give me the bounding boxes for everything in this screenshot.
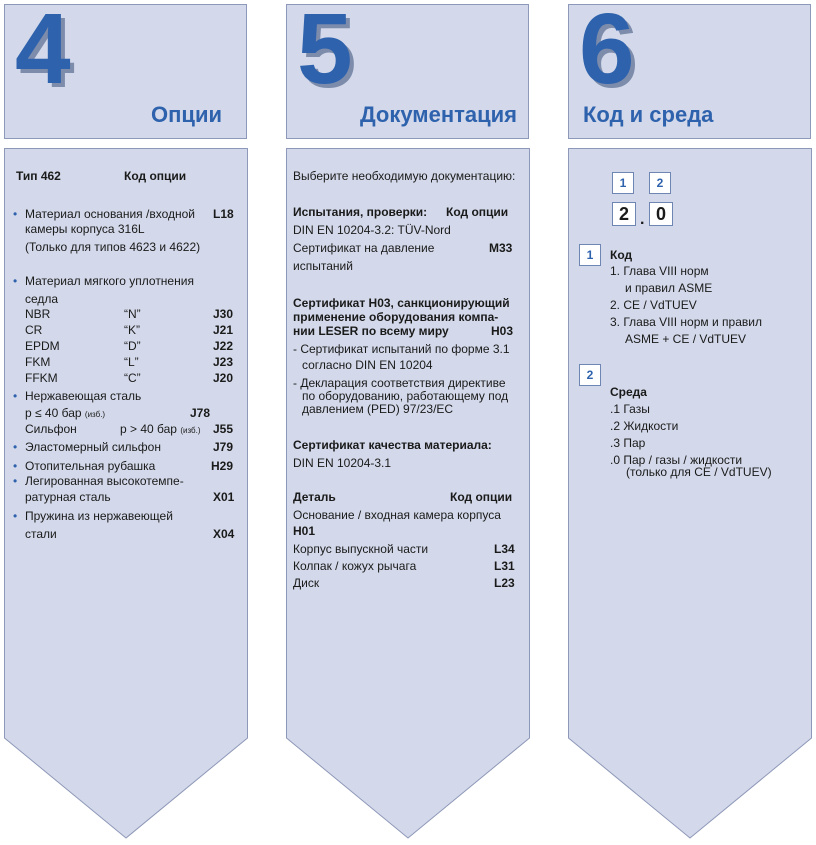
elastomer-code: J79 <box>213 440 234 454</box>
section-header-documentation <box>286 0 529 139</box>
part-row2: Корпус выпускной части <box>293 542 429 556</box>
part-row1-code: H01 <box>293 524 316 538</box>
tests-line3: испытаний <box>293 259 353 273</box>
part-row1: Основание / входная камера корпуса <box>293 508 501 522</box>
seal-code: J21 <box>213 323 234 337</box>
heating-code: H29 <box>211 459 234 473</box>
bullet-icon: • <box>13 474 18 488</box>
h03-item1-line2: согласно DIN EN 10204 <box>302 358 433 372</box>
section-title: Опции <box>151 102 222 127</box>
documentation-panel <box>286 148 532 841</box>
medium-value-box: 0 <box>649 202 673 226</box>
seal-letter: “C” <box>124 371 141 385</box>
tests-line2-code: M33 <box>489 241 513 255</box>
code-item: 1. Глава VIII норм <box>610 264 709 278</box>
bullet-icon: • <box>13 459 18 473</box>
seal-code: J20 <box>213 371 234 385</box>
section-title: Документация <box>359 102 517 127</box>
alloy-line2: ратурная сталь <box>25 490 111 504</box>
seal-material-line2: седла <box>25 292 59 306</box>
part-code-label: Код опции <box>450 490 513 504</box>
medium-section-marker: 2 <box>579 364 601 386</box>
stainless-line2-code: J78 <box>190 406 211 420</box>
code-digit-label: 1 <box>612 172 634 194</box>
tests-line2: Сертификат на давление <box>293 241 435 255</box>
heating-label: Отопительная рубашка <box>25 459 156 473</box>
section-number: 5 <box>297 0 353 105</box>
bullet-icon: • <box>13 274 18 288</box>
base-material-code: L18 <box>213 207 234 221</box>
part-row4: Диск <box>293 576 320 590</box>
code-medium-panel <box>568 148 814 841</box>
bullet-icon: • <box>13 440 18 454</box>
options-panel <box>4 148 250 841</box>
section-header-code-medium <box>568 0 811 139</box>
type-label: Тип 462 <box>16 169 61 183</box>
medium-heading: Среда <box>610 385 647 399</box>
section-number: 4 <box>15 0 71 105</box>
seal-name: CR <box>25 323 43 337</box>
h03-line2: применение оборудования компа- <box>293 310 499 324</box>
stainless-line3a: Сильфон <box>25 422 77 436</box>
medium-item: .3 Пар <box>610 436 646 450</box>
part-row4-code: L23 <box>494 576 515 590</box>
tests-code-label: Код опции <box>446 205 509 219</box>
medium-item: .2 Жидкости <box>610 419 679 433</box>
bullet-icon: • <box>13 207 18 221</box>
bullet-icon: • <box>13 509 18 523</box>
h03-line3: нии LESER по всему миру <box>293 324 449 338</box>
seal-letter: “N” <box>124 307 141 321</box>
alloy-line1: Легированная высокотемпе- <box>25 474 184 488</box>
code-heading: Код <box>610 248 633 262</box>
stainless-line1: Нержавеющая сталь <box>25 389 142 403</box>
seal-code: J23 <box>213 355 234 369</box>
h03-item2-line1: - Декларация соответствия директиве <box>293 376 506 390</box>
medium-digit-label: 2 <box>649 172 671 194</box>
seal-letter: “K” <box>124 323 140 337</box>
seal-code: J22 <box>213 339 234 353</box>
tests-heading: Испытания, проверки: <box>293 205 428 219</box>
code-item: 3. Глава VIII норм и правил <box>610 315 762 329</box>
h03-item2-line2: по оборудованию, работающему под <box>302 389 509 403</box>
section-number: 6 <box>579 0 635 105</box>
spring-code: X04 <box>213 527 235 541</box>
h03-line1: Сертификат H03, санкционирующий <box>293 296 510 310</box>
base-material-line2: камеры корпуса 316L <box>25 222 145 236</box>
seal-material-line1: Материал мягкого уплотнения <box>25 274 194 288</box>
h03-item2-line3: давлением (PED) 97/23/EC <box>302 402 454 416</box>
seal-name: FFKM <box>25 371 58 385</box>
section-header-options <box>4 0 247 139</box>
medium-item: .0 Пар / газы / жидкости <box>610 453 743 467</box>
bullet-icon: • <box>13 389 18 403</box>
base-material-line3: (Только для типов 4623 и 4622) <box>25 240 201 254</box>
code-item: и правил ASME <box>625 281 713 295</box>
part-label: Деталь <box>293 490 336 504</box>
stainless-line3b: p > 40 бар (изб.) <box>120 422 201 436</box>
code-value-box: 2 <box>612 202 636 226</box>
part-row3: Колпак / кожух рычага <box>293 559 417 573</box>
base-material-line1: Материал основания /входной <box>25 207 196 221</box>
stainless-line2: p ≤ 40 бар (изб.) <box>25 406 106 420</box>
spring-line2: стали <box>25 527 57 541</box>
seal-letter: “D” <box>124 339 141 353</box>
tests-line1: DIN EN 10204-3.2: TÜV-Nord <box>293 223 451 237</box>
code-section-marker: 1 <box>579 244 601 266</box>
seal-name: EPDM <box>25 339 60 353</box>
separator-dot: . <box>640 211 645 228</box>
seal-name: NBR <box>25 307 51 321</box>
h03-item1-line1: - Сертификат испытаний по форме 3.1 <box>293 342 510 356</box>
code-item: 2. CE / VdTUEV <box>610 298 697 312</box>
stainless-line3-code: J55 <box>213 422 234 436</box>
medium-item: .1 Газы <box>610 402 650 416</box>
part-row3-code: L31 <box>494 559 515 573</box>
code-column-label: Код опции <box>124 169 187 183</box>
material-line: DIN EN 10204-3.1 <box>293 456 392 470</box>
doc-intro: Выберите необходимую документацию: <box>293 169 516 183</box>
h03-code: H03 <box>491 324 514 338</box>
material-heading: Сертификат качества материала: <box>293 438 492 452</box>
seal-letter: “L” <box>124 355 139 369</box>
seal-code: J30 <box>213 307 234 321</box>
part-row2-code: L34 <box>494 542 515 556</box>
seal-name: FKM <box>25 355 51 369</box>
alloy-code: X01 <box>213 490 235 504</box>
section-title: Код и среда <box>583 102 714 127</box>
code-item: ASME + CE / VdTUEV <box>625 332 747 346</box>
elastomer-label: Эластомерный сильфон <box>25 440 161 454</box>
medium-item: (только для CE / VdTUEV) <box>626 465 772 479</box>
spring-line1: Пружина из нержавеющей <box>25 509 173 523</box>
